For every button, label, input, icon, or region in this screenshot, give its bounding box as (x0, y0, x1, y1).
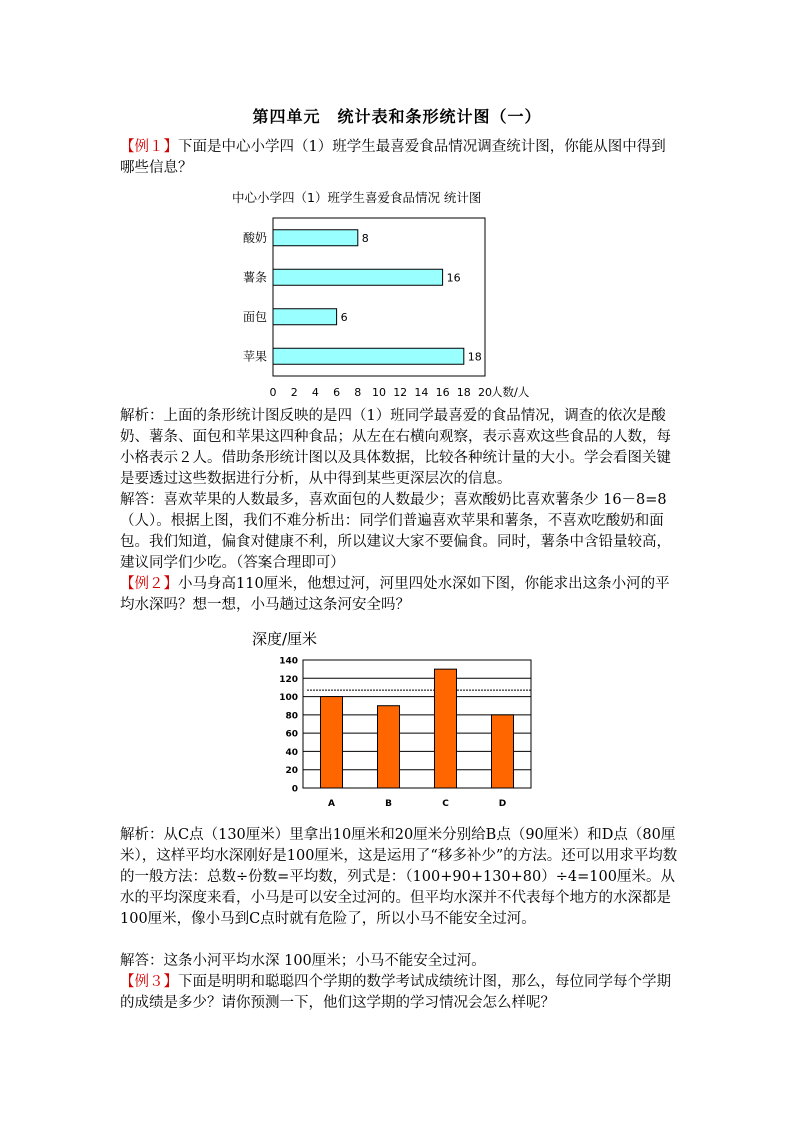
example-3-text: 下面是明明和聪聪四个学期的数学考试成绩统计图，那么，每位同学每个学期的成绩是多少？请你预测一下，他们这学期的学习情况会怎么样呢？ (120, 974, 671, 1011)
y-tick-label: 120 (279, 674, 298, 685)
bar (378, 706, 400, 788)
data-label: 16 (446, 271, 461, 285)
category-label: 薯条 (242, 270, 267, 285)
example-3-tag: 【例３】 (120, 974, 178, 990)
category-label: 面包 (242, 309, 267, 324)
x-tick-label: 0 (269, 386, 277, 399)
bar (273, 348, 464, 364)
category-label: C (442, 799, 449, 809)
y-axis-title: 深度/厘米 (252, 630, 318, 648)
bar (321, 697, 343, 788)
category-label: 酸奶 (242, 230, 267, 245)
category-label: D (498, 799, 507, 809)
y-tick-label: 140 (279, 656, 298, 667)
example-1-tag: 【例１】 (120, 139, 178, 155)
bar (435, 669, 457, 788)
data-label: 6 (340, 310, 348, 324)
category-label: A (328, 799, 335, 809)
chart1-title: 中心小学四（1）班学生喜爱食品情况 统计图 (232, 190, 482, 205)
food-preference-bar-chart (228, 210, 588, 400)
example-1-question (120, 137, 680, 179)
x-tick-label: 20 (478, 386, 492, 399)
x-tick-label: 14 (414, 386, 429, 399)
bar (492, 715, 514, 788)
x-tick-label: 12 (393, 386, 408, 399)
data-label: 18 (467, 350, 482, 364)
example-1-answer: 解答：喜欢苹果的人数最多，喜欢面包的人数最少；喜欢酸奶比喜欢薯条少 16－8=8（人）。根据上图，我们不难分析出：同学们普遍喜欢苹果和薯条，不喜欢吃酸奶和面包。我们知道，偏食对健康不利，所以建议大家不要偏食。同时，薯条中含铅量较高，建议同学们少吃。（答案合理即可） (120, 492, 671, 571)
bar (273, 309, 337, 325)
example-1-analysis: 解析：上面的条形统计图反映的是四（1）班同学最喜爱的食品情况，调查的依次是酸奶、薯条、面包和苹果这四种食品；从左在右横向观察，表示喜欢这些食品的人数，每小格表示２人。借助条形统计图以及具体数据，比较各种统计量的大小。学会看图关键是要透过这些数据进行分析，从中得到某些更深层次的信息。 (120, 408, 671, 487)
bar (273, 230, 358, 246)
river-depth-bar-chart (240, 622, 550, 817)
page-title: 第四单元 统计表和条形统计图（一） (252, 107, 542, 126)
y-tick-label: 60 (285, 729, 298, 740)
example-2-answer: 解答：这条小河平均水深 100厘米；小马不能安全过河。 (120, 953, 486, 969)
bar (273, 269, 443, 285)
y-tick-label: 0 (291, 784, 298, 795)
example-2-question (120, 574, 680, 616)
x-tick-label: 2 (290, 386, 298, 399)
example-1-text: 下面是中心小学四（1）班学生最喜爱食品情况调查统计图，你能从图中得到哪些信息？ (120, 139, 666, 176)
x-tick-label: 16 (435, 386, 450, 399)
example-2-text: 小马身高110厘米，他想过河，河里四处水深如下图，你能求出这条小河的平均水深吗？想一想，小马趟过这条河安全吗？ (120, 576, 670, 613)
example-2-tag: 【例２】 (120, 576, 178, 592)
example-3-question (120, 972, 680, 1014)
x-axis-label: 人数/人 (491, 385, 530, 399)
data-label: 8 (361, 231, 369, 245)
category-label: 苹果 (242, 349, 267, 364)
x-tick-label: 8 (354, 386, 362, 399)
y-tick-label: 20 (285, 766, 298, 777)
x-tick-label: 10 (372, 386, 386, 399)
y-tick-label: 80 (285, 711, 298, 722)
y-tick-label: 40 (285, 747, 298, 758)
x-tick-label: 6 (333, 386, 341, 399)
y-tick-label: 100 (279, 693, 298, 704)
x-tick-label: 18 (456, 386, 471, 399)
example-2-analysis: 解析：从C点（130厘米）里拿出10厘米和20厘米分别给B点（90厘米）和D点（80厘米），这样平均水深刚好是100厘米，这是运用了“移多补少”的方法。还可以用求平均数的一般方法：总数÷份数=平均数，列式是：（100+90+130+80）÷4=100厘米。从水的平均深度来看，小马是可以安全过河的。但平均水深并不代表每个地方的水深都是100厘米，像小马到C点时就有危险了，所以小马不能安全过河。 (120, 827, 678, 927)
category-label: B (385, 799, 392, 809)
x-tick-label: 4 (311, 386, 319, 399)
